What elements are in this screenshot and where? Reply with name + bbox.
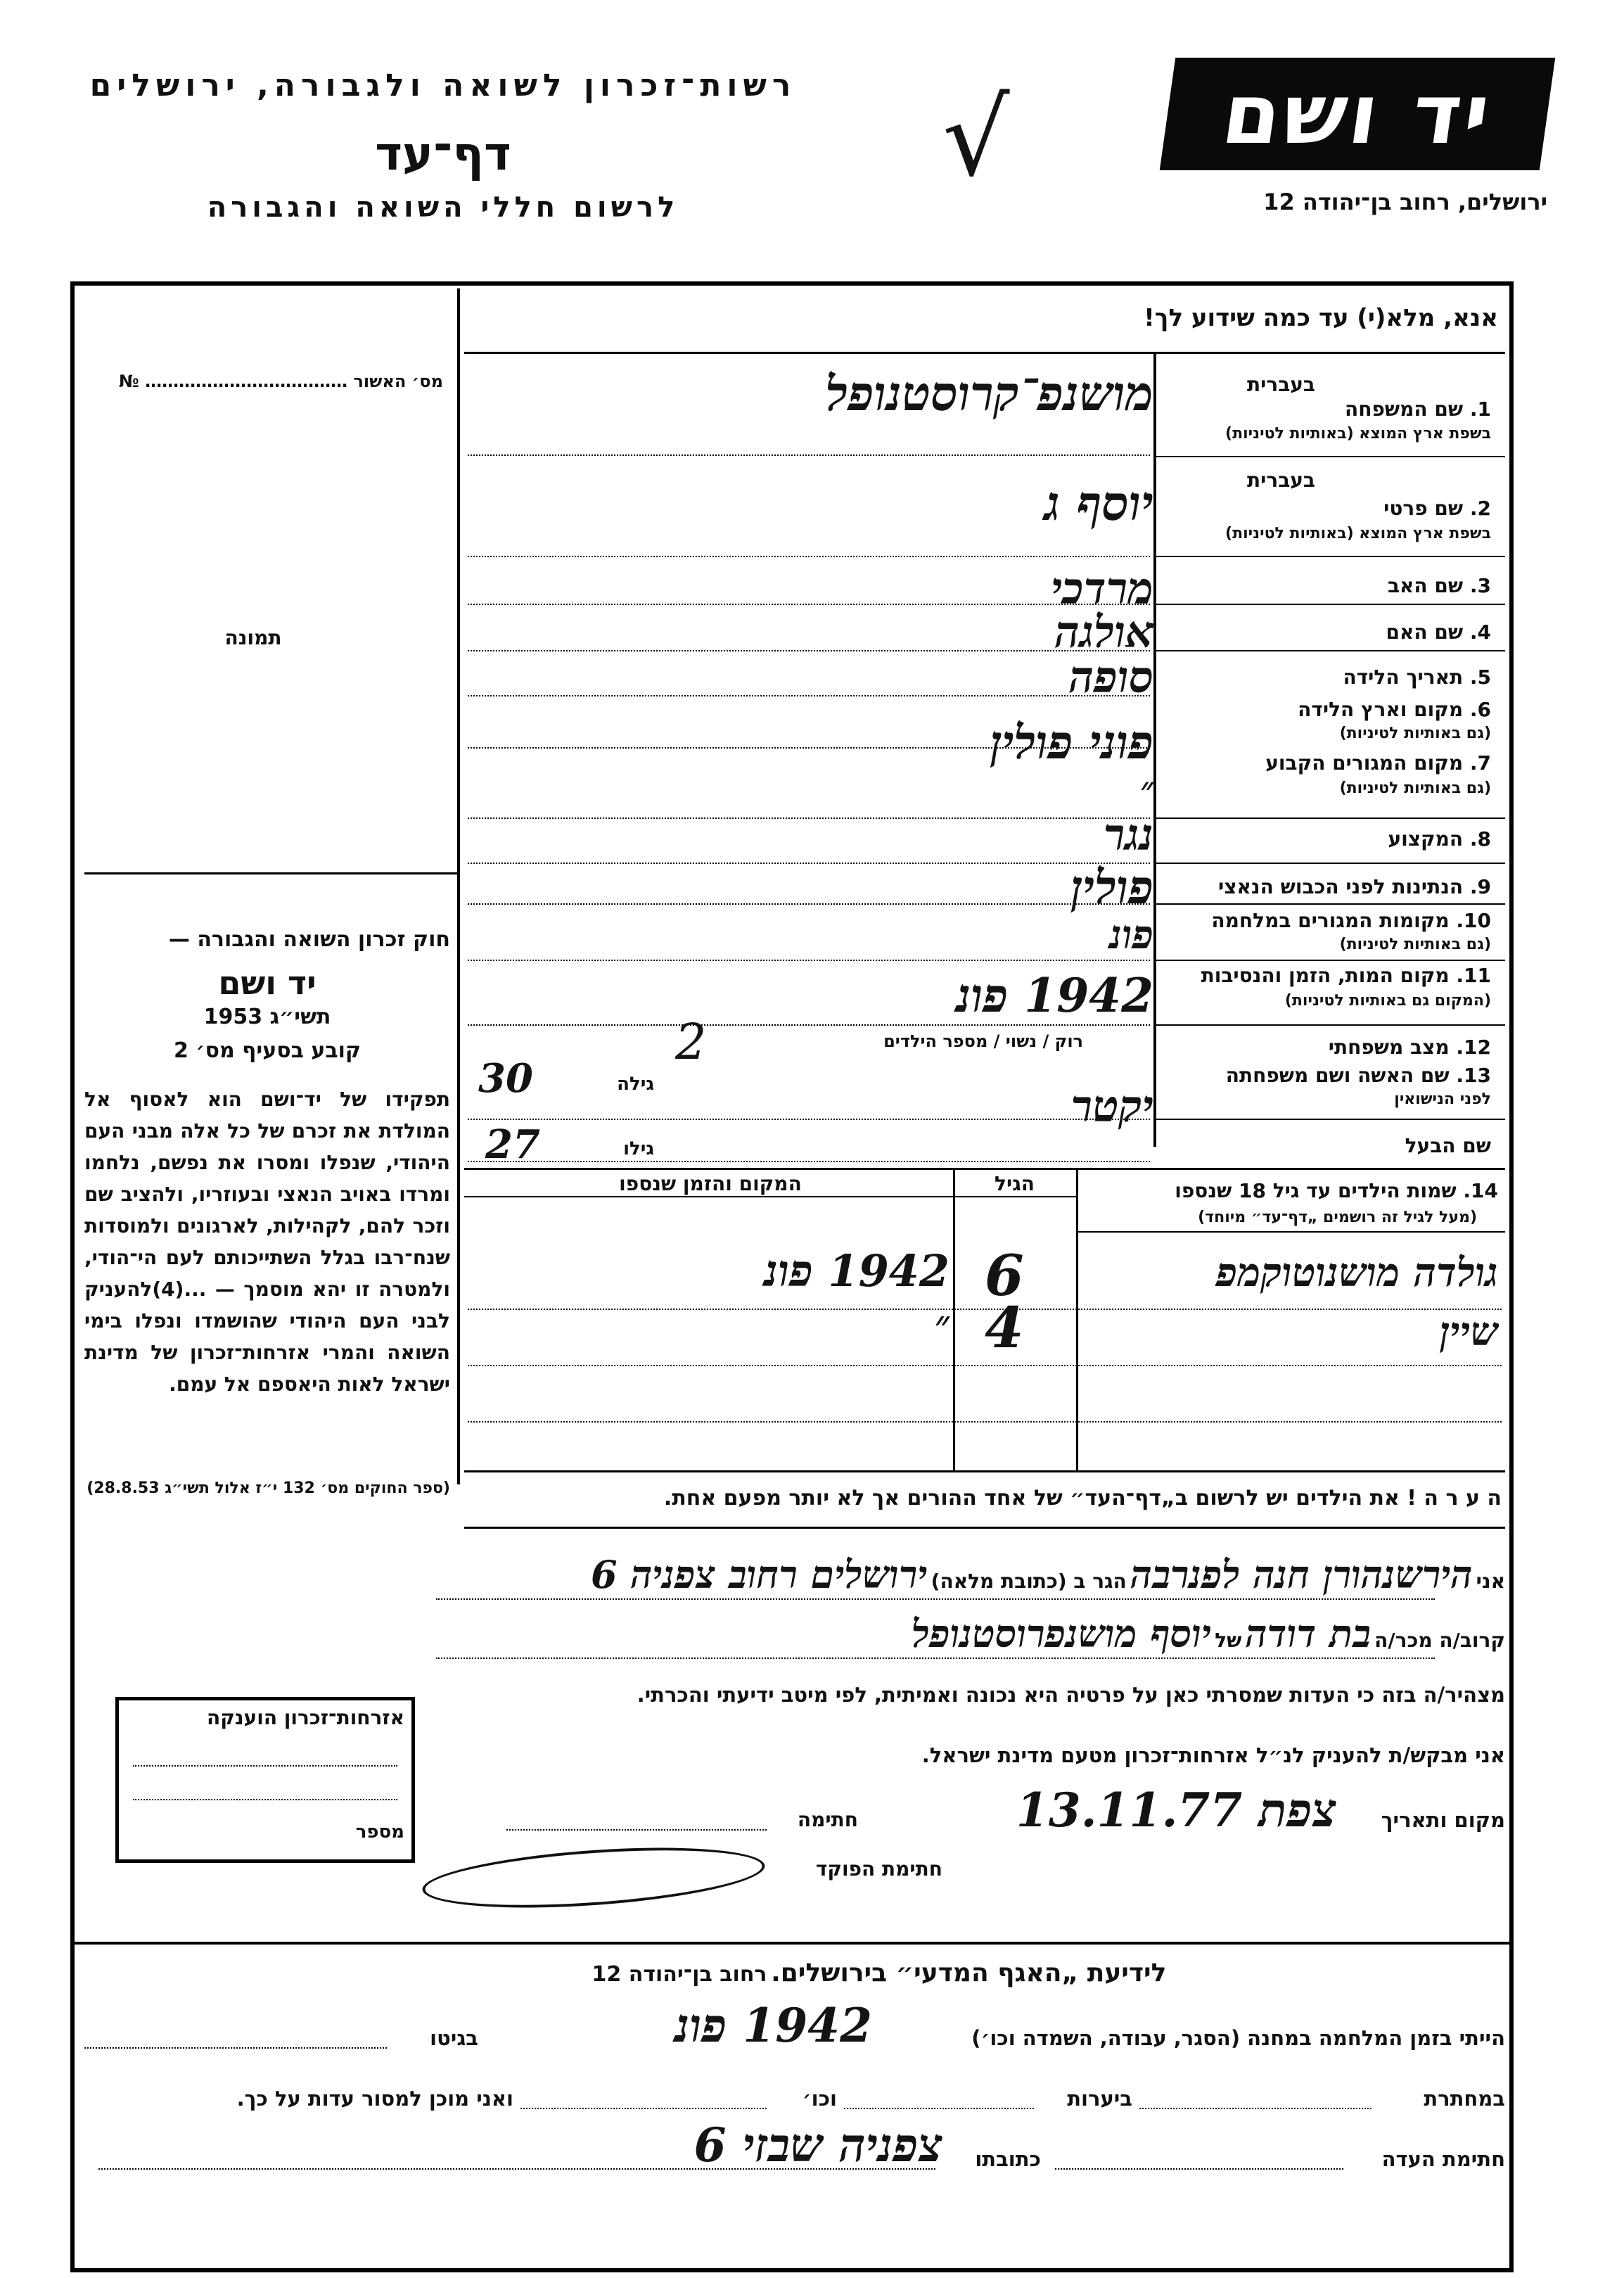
form-title: דף־עד [375,127,511,181]
children-note: ה ע ר ה ! את הילדים יש לרשום ב„דף־העד״ של אחד ההורים אך לא יותר מפעם אחת. [663,1486,1502,1510]
law-reference: (ספר החוקים מס׳ 132 י״ז אלול תשי״ג 28.8.53) [87,1480,450,1497]
official-signature-label: חתימת הפוקד [815,1857,942,1881]
law-section: קובע בסעיף מס׳ 2 [173,1038,362,1063]
field-9-num: 9. [1469,875,1491,898]
field-13-sub: לפני הנישואין [1394,1090,1491,1108]
field-3-label [1161,574,1491,597]
declarant-line [436,1552,1505,1597]
law-text: תפקידו של יד־ושם הוא לאסוף אל המולדת את זכרם של כל אלה מבני העם היהודי, שנפלו ומסרו את נפשם, נלחמו ומרדו באויב הנאצי ובעוזריו, ולהציב שם וזכר להם, לקהילות, לארגונים ולמוסדות שנח־רבו בגלל השתייכותם לעם הי־הודי, ולמטרה זו יהא מוסמך — ...(4)להעניק לבני העם היהודי שהושמדו ונפלו בימי השואה והמרי אזרחות־זכרון של מדינת ישראל לאות היאספם אל עמם. [84,1088,450,1396]
camp-text: הייתי בזמן המלחמה במחנה (הסגר, עבודה, השמדה וכו׳) [971,2026,1505,2050]
witness-address-label: כתובתו [975,2147,1041,2171]
field-5-value: סופה [1068,651,1153,703]
child-1-place: 1942 פונ [764,1245,950,1297]
field-2-value: יוסף ג [1044,476,1153,532]
ghetto-label: בגיטו [430,2026,478,2050]
citizenship-line-2 [133,1799,397,1800]
field-1-sub: בשפת ארץ המוצא (באותיות לטיניות) [1225,425,1491,443]
footer-title: לידיעת „האגף המדעי״ בירושלים. [771,1959,1167,1987]
field-4-num: 4. [1469,621,1491,644]
field-4-name: שם האם [1386,621,1464,644]
intro-text: אנא, מלא(י) עד כמה שידוע לך! [1144,304,1498,332]
husband-age-value: 27 [485,1121,540,1168]
field-8-label [1161,827,1491,851]
official-signature-scribble [421,1838,767,1917]
field-2-in-hebrew: בעברית [1246,469,1315,492]
header-address: ירושלים, רחוב בן־יהודה 12 [1263,189,1547,215]
field-3-name: שם האב [1387,574,1464,597]
relative-label: קרוב/ה מכר/ה [1374,1629,1505,1652]
forests-label: ביערות [1067,2087,1132,2111]
law-name: יד ושם [218,964,317,1002]
field-12-name: מצב משפחתי [1328,1036,1450,1059]
field-13-name: שם האשה ושם משפחתה [1225,1064,1450,1087]
field-2-label [1161,497,1491,520]
field-7-value: ״ [1140,768,1153,810]
citizenship-number-label: מספר [355,1821,404,1843]
wife-age-label: גילה [617,1074,654,1095]
place-date-label: מקום ותאריך [1381,1808,1505,1832]
photo-label: תמונה [224,626,282,649]
declarant-prefix: אני [1476,1570,1505,1593]
child-1-age: 6 [985,1242,1024,1309]
field-10-sub: (גם באותיות לטיניות) [1339,936,1491,953]
relation-line [436,1611,1505,1656]
child-2-place: ״ [934,1302,950,1348]
check-mark: √ [942,77,1010,200]
field-2-sub: בשפת ארץ המוצא (באותיות לטיניות) [1225,525,1491,542]
ready-text: ואני מוכן למסור עדות על כך. [236,2087,513,2111]
field-1-value: מושנפ־קרוסטנופל [825,366,1153,422]
place-date-value: צפת 13.11.77 [1016,1783,1336,1838]
field-6-value: פוני פולין [990,715,1153,770]
field-1-num: 1. [1469,397,1491,421]
field-7-name: מקום המגורים הקבוע [1265,751,1464,775]
field-9-label [1161,875,1491,898]
husband-name-label: שם הבעל [1405,1134,1491,1157]
residing-label: הגר ב (כתובת מלאה) [931,1570,1127,1593]
field-5-num: 5. [1469,666,1491,689]
field-10-name: מקומות המגורים במלחמה [1211,909,1450,932]
children-title-text: שמות הילדים עד גיל 18 שנספו [1175,1179,1457,1202]
law-year: תשי״ג 1953 [203,1005,331,1029]
field-13-label [1161,1064,1491,1087]
field-6-num: 6. [1469,698,1491,721]
field-6-sub: (גם באותיות לטיניות) [1339,725,1491,742]
field-5-name: תאריך הלידה [1343,666,1464,689]
field-9-value: פולין [1070,860,1153,915]
field-6-name: מקום וארץ הלידה [1298,698,1464,721]
field-1-label [1161,397,1491,421]
field-11-value: 1942 פונ [956,968,1153,1023]
field-7-num: 7. [1469,751,1491,775]
law-title: חוק זכרון השואה והגבורה — [168,927,450,952]
field-3-num: 3. [1469,574,1491,597]
number-sign: № [118,371,139,391]
relation-value: בת דודה [1245,1611,1372,1656]
field-7-label [1161,751,1491,775]
field-6-label [1161,698,1491,721]
field-11-label [1161,964,1491,987]
child-2-name: שיין [1439,1309,1498,1355]
field-8-value: נגר [1103,809,1153,860]
form-subtitle: לרשום חללי השואה והגבורה [207,191,679,224]
field-4-value: אולגה [1054,606,1153,658]
field-10-num: 10. [1456,909,1491,932]
footer-address: רחוב בן־יהודה 12 [592,1962,767,1987]
field-1-name: שם המשפחה [1345,397,1464,421]
field-10-label [1161,909,1491,932]
children-title [1083,1179,1498,1202]
camp-value: 1942 פונ [674,1998,872,2053]
field-8-num: 8. [1469,827,1491,851]
etc-label: וכו׳ [802,2087,837,2111]
footer-title-line [492,1959,1266,1987]
col-place-header: המקום והזמן שנספו [619,1172,802,1195]
citizenship-box [115,1697,415,1863]
citizenship-line-1 [133,1765,397,1767]
children-num: 14. [1463,1179,1498,1202]
marital-value: 2 [675,1013,707,1071]
field-10-value: פונ [1109,912,1153,958]
citizenship-label: אזרחות־זכרון הוענקה [207,1706,404,1729]
witness-address-value: צפניה שבזי 6 [693,2118,942,2172]
request-text: אני מבקש/ת להעניק לנ״ל אזרחות־זכרון מטעם מדינת ישראל. [921,1743,1505,1767]
husband-age-label: גילו [623,1138,654,1159]
wife-age-value: 30 [478,1055,533,1102]
field-13-value: יקטר [1070,1081,1153,1132]
field-11-num: 11. [1456,964,1491,987]
approval-number-label: מס׳ האשור ……………………………… № [118,371,443,391]
field-11-name: מקום המות, הזמן והנסיבות [1201,964,1450,987]
field-12-label [1161,1036,1491,1059]
declarant-name: הירשנהורן חנה לפנרבה [1130,1552,1473,1597]
field-1-in-hebrew: בעברית [1246,373,1315,396]
yad-vashem-logo: יד ושם [1160,58,1555,170]
field-5-label [1161,666,1491,689]
witness-signature-label: חתימת העדה [1381,2147,1505,2171]
child-1-name: גולדה מושנוטוקמפ [1215,1249,1498,1296]
signature-label: חתימה [797,1808,858,1831]
field-3-value: מרדכי [1051,563,1153,614]
address-value: ירושלים רחוב צפניה 6 [590,1552,928,1597]
field-11-sub: (המקום גם באותיות לטיניות) [1284,992,1491,1010]
field-2-num: 2. [1469,497,1491,520]
child-2-age: 4 [985,1294,1024,1361]
field-7-sub: (גם באותיות לטיניות) [1339,780,1491,797]
field-4-label [1161,621,1491,644]
marital-prompt: רוק / נשוי / מספר הילדים [883,1031,1083,1051]
partisans-label: במחתרת [1424,2087,1505,2111]
col-age-header: הגיל [995,1172,1035,1195]
children-sub: (מעל לגיל זה רושמים „דף־עד״ מיוחד) [1198,1209,1477,1226]
field-13-num: 13. [1456,1064,1491,1087]
approval-no-label: מס׳ האשור [353,371,443,391]
field-8-name: המקצוע [1388,827,1464,851]
declaration-text: מצהיר/ה בזה כי העדות שמסרתי כאן על פרטיה היא נכונה ואמיתית, לפי מיטב ידיעתי והכרתי. [637,1683,1505,1707]
field-2-name: שם פרטי [1383,497,1464,520]
authority-name: רשות־זכרון לשואה ולגבורה, ירושלים [89,68,797,103]
field-12-num: 12. [1456,1036,1491,1059]
relation-of-value: יוסף מושנפרוסטנופל [911,1611,1212,1656]
field-9-name: הנתינות לפני הכבוש הנאצי [1218,875,1464,898]
of-label: של [1215,1629,1242,1652]
